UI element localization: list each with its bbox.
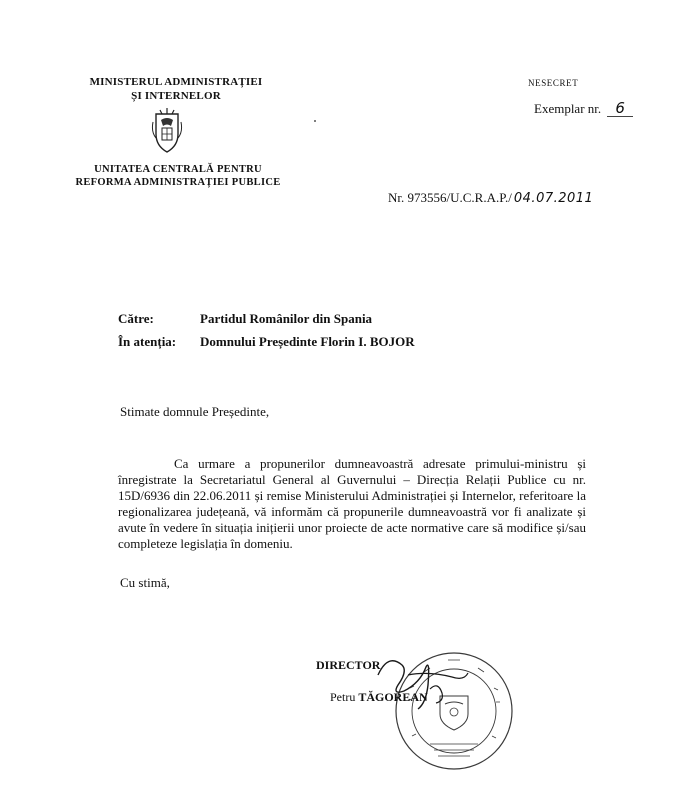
signatory-first-name: Petru [330,690,356,704]
recipient-label: Către: [118,311,154,326]
coat-of-arms-icon [150,108,184,154]
scan-speck [314,120,316,122]
unit-header [70,163,286,189]
attention-row [118,334,415,350]
ministry-header [60,75,292,103]
unit-name-line2: REFORMA ADMINISTRAȚIEI PUBLICE [75,177,281,188]
registration-number [388,190,593,206]
closing-line: Cu stimă, [120,575,170,590]
signatory-title: DIRECTOR [316,658,381,672]
attention-label: În atenția: [118,334,177,349]
attention-value: Domnului Președinte Florin I. BOJOR [200,334,415,349]
classification-label: NESECRET [528,78,579,88]
unit-name-line1: UNITATEA CENTRALĂ PENTRU [94,164,262,175]
letter-body: Ca urmare a propunerilor dumneavoastră adresate primului-ministru și înregistrate la Secretariatul General al Guvernului – Direcția Relații Publice cu nr. 15D/6936 din 22.06.2011 și remise Ministerului Administrației și Internelor, referitoare la regionalizarea județeană, vă informăm că propunerile dumneavoastră vor fi analizate și avute în vedere în situația inițierii unor proiecte de acte normative care să modifice și/sau completeze legislația în domeniu. [118,456,586,551]
ministry-name-line2: ȘI INTERNELOR [131,90,221,102]
copy-number-label: Exemplar nr. [534,101,602,116]
registration-date: 04.07.2011 [513,191,594,206]
registration-number-text: Nr. 973556/U.C.R.A.P./ [388,190,512,205]
salutation: Stimate domnule Președinte, [120,404,270,419]
signatory-name [330,690,428,705]
ministry-name-line1: MINISTERUL ADMINISTRAȚIEI [89,76,263,88]
signatory-last-name: TĂGOREAN [358,690,428,704]
recipient-value: Partidul Românilor din Spania [200,311,373,326]
recipient-row [118,311,372,327]
copy-number-line [534,100,633,117]
copy-number-value: 6 [607,100,633,117]
